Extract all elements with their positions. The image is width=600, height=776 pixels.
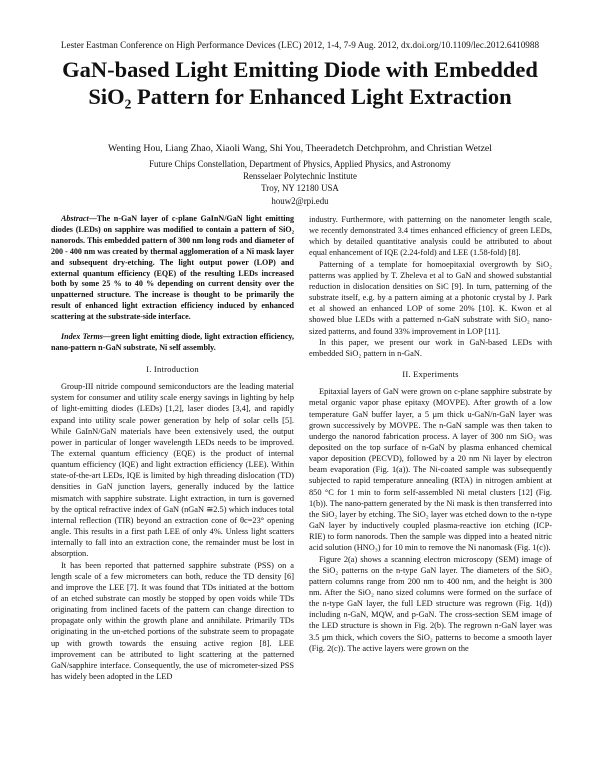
author-email: houw2@rpi.edu (271, 195, 329, 206)
author-list: Wenting Hou, Liang Zhao, Xiaoli Wang, Shi You, Theeradetch Detchprohm, and Christian Wetzel (108, 143, 492, 154)
title-line-1: GaN-based Light Emitting Diode with Embedded (62, 57, 538, 82)
affiliation-line-3: Troy, NY 12180 USA (261, 183, 339, 194)
right-paragraph-2: Patterning of a template for homoepitaxial overgrowth by SiO₂ patterns was applied by T. Zheleva et al to GaN and showed substantial reduction in dislocation densities on SiC [9]. In turn, patterning of the substrate itself, e.g. by a pattern aiming at a photonic crystal by J. Park et al showed an enhanced LOP of some 20% [10]. K. Kwon et al showed blue LEDs with a patterned n-GaN substrate with SiO₂ nano-sized patterns, and found 33% improvement in LOP [11]. (309, 259, 552, 336)
right-paragraph-1: industry. Furthermore, with patterning on the nanometer length scale, we recently demonstrated 3.4 times enhanced efficiency of green LEDs, which by detailed quantitative analysis could be attributed to about equal enhancement of IQE (2.24-fold) and LEE (1.58-fold) [8]. (309, 215, 552, 258)
experiments-paragraph-1: Epitaxial layers of GaN were grown on c-plane sapphire substrate by metal organic vapor phase epitaxy (MOVPE). After growth of a low temperature GaN buffer layer, a 5 μm thick u-GaN/n-GaN layer was grown successively by MOVPE. The n-GaN sample was then taken to undergo the nanorod fabrication process. A layer of 300 nm SiO₂ was deposited on the top surface of n-GaN by plasma enhanced chemical vapor deposition (PECVD), followed by a 20 nm Ni layer by electron beam evaporation (Fig. 1(a)). The Ni-coated sample was subsequently subjected to rapid temperature annealing (RTA) in nitrogen ambient at 850 °C for 1 min to form self-assembled Ni metal clusters [12] (Fig. 1(b)). The nano-pattern generated by the Ni mask is then transferred into the SiO₂ layer by etching. The SiO₂ layer was etched down to the n-type GaN layer by inductively coupled plasma-reactive ion etching (ICP-RIE) to form nanorods. Then the sample was dipped into a heated nitric acid solution (HNO₃) for 10 min to remove the Ni nanomask (Fig. 1(c)). (309, 387, 552, 553)
section-heading-introduction: I. Introduction (146, 363, 199, 374)
abstract-text: —The n-GaN layer of c-plane GaInN/GaN light emitting diodes (LEDs) on sapphire was modified to contain a pattern of SiO₂ nanorods. This embedded pattern of 300 nm long rods and diameter of 200 - 400 nm was created by thermal agglomeration of a Ni mask layer and subsequent dry-etching. The light output power (LOP) and external quantum efficiency (EQE) of the resulting LEDs increased both by some 25 % to 40 % depending on current density over the unpatterned structure. The increase is thought to be primarily the result of enhanced light extraction efficiency induced by enhanced scattering at the substrate-side interface. (51, 214, 294, 322)
index-terms-text: —green light emitting diode, light extraction efficiency, nano-pattern n-GaN substrate, Ni self assembly. (51, 332, 294, 352)
conference-header: Lester Eastman Conference on High Performance Devices (LEC) 2012, 1-4, 7-9 Aug. 2012, dx.doi.org/10.1109/lec.2012.6410988 (60, 40, 540, 50)
title-line-2: SiO₂ Pattern for Enhanced Light Extraction (88, 84, 512, 109)
section-heading-experiments: II. Experiments (402, 369, 459, 380)
index-terms-label: Index Terms (61, 332, 103, 342)
left-column (51, 214, 294, 682)
affiliation-block (0, 158, 600, 207)
abstract-label: Abstract (61, 214, 89, 223)
intro-paragraph-2: It has been reported that patterned sapphire substrate (PSS) on a length scale of a few micrometers can both, reduce the TD density [6] and improve the LEE [7]. It was found that TDs initiated at the bottom of an etched substrate can mostly be stopped by open voids while TDs originating from inclined facets of the pattern can change direction to propagate only within the growth plane and annihilate. Primarily TDs originating in the un-etched portions of the substrate seem to propagate up with growth towards the ensuing active region [8]. LEE improvement can be attributed to light scattering at the patterned GaN/sapphire interface. Consequently, the use of micrometer-sized PSS has widely been adopted in the LED (51, 560, 294, 682)
intro-paragraph-1: Group-III nitride compound semiconductors are the leading material system for consumer and utility scale energy savings in lighting by help of light-emitting diodes (LEDs) [1,2], laser diodes [3,4], and rapidly expand into utility scale power generation by help of solar cells [5]. While GaInN/GaN materials have been extensively used, the output power in particular of longer wavelength LEDs needs to be improved. The external quantum efficiency (EQE) is the product of internal quantum efficiency (IQE) and light extraction efficiency (LEE). Within state-of-the-art LEDs, IQE is limited by high threading dislocation (TD) densities in GaN junction layers, generally induced by the lattice mismatch with sapphire substrate. Light extraction, in turn is governed by the optical refractive index of GaN (nGaN ≅2.5) which induces total internal reflection (TIR) beyond an extraction cone of θc=23° opening angle. This results in a first path LEE of only 4%. Unless light scatters internally to fall into an extraction cone, the remainder must be lost in absorption. (51, 382, 294, 559)
index-terms (51, 332, 294, 354)
experiments-paragraph-2: Figure 2(a) shows a scanning electron microscopy (SEM) image of the SiO₂ patterns on the n-type GaN layer. The diameters of the SiO₂ pattern columns range from 200 nm to 400 nm, and the height is 300 nm. After the SiO₂ nano sized columns were formed on the surface of the n-type GaN layer, the full LED structure was regrown (Fig. 1(d)) including n-GaN, MQW, and p-GaN. The cross-section SEM image of the LED structure is shown in Fig. 2(b). The regrown n-GaN layer was 3.5 μm thick, which covers the SiO₂ patterns to become a smooth layer (Fig. 2(c)). The active layers were grown on the (309, 554, 552, 653)
affiliation-line-2: Rensselaer Polytechnic Institute (243, 171, 357, 182)
right-column (309, 214, 552, 654)
paper-title (30, 56, 570, 110)
affiliation-line-1: Future Chips Constellation, Department of Physics, Applied Physics, and Astronomy (149, 159, 451, 169)
right-paragraph-3: In this paper, we present our work in GaN-based LEDs with embedded SiO₂ pattern in n-GaN. (309, 337, 552, 358)
abstract (51, 214, 294, 323)
